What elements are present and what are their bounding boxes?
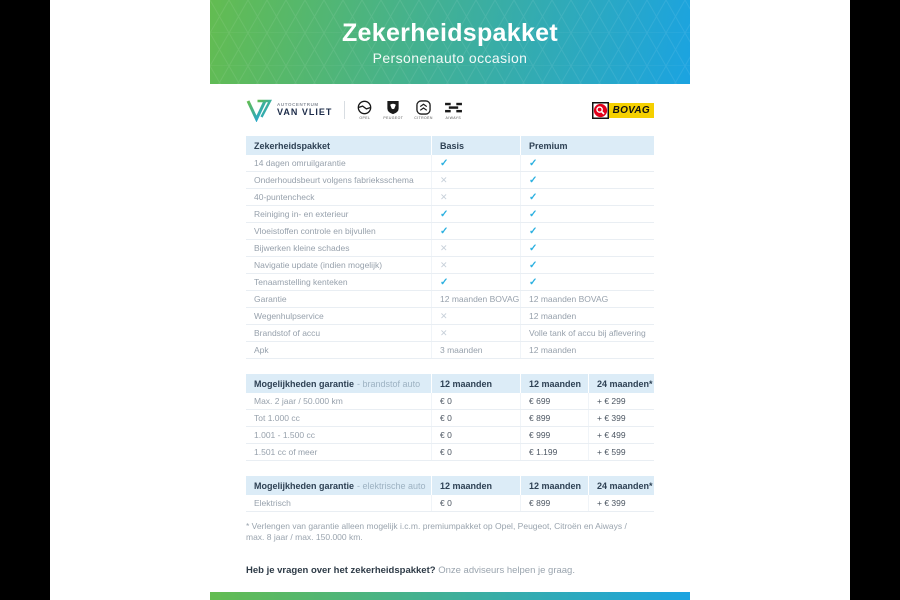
feature-premium-value: [520, 257, 654, 273]
feature-basis-value: [431, 325, 520, 341]
cross-icon: ✕: [440, 191, 448, 202]
price-value-2: + € 299: [588, 393, 654, 409]
table-row: [246, 240, 654, 257]
feature-label: Navigatie update (indien mogelijk): [254, 260, 383, 270]
feature-premium-value: 12 maanden: [520, 342, 654, 358]
check-icon: ✓: [529, 174, 538, 186]
feature-basis-value: [431, 172, 520, 188]
price-value-0: € 0: [431, 444, 520, 460]
check-icon: ✓: [529, 259, 538, 271]
table-row: [246, 274, 654, 291]
feature-label: Brandstof of accu: [254, 328, 321, 338]
price-header-title-light: - brandstof auto: [357, 378, 421, 389]
feature-premium-value: 12 maanden: [520, 308, 654, 324]
price-header-col-2: 24 maanden*: [588, 476, 654, 495]
price-value-1: € 999: [520, 427, 588, 443]
price-value-2: + € 599: [588, 444, 654, 460]
feature-label: Garantie: [254, 294, 287, 304]
feature-header-premium: Premium: [520, 136, 654, 155]
brand-logos: [357, 100, 462, 120]
price-table-fuel: [246, 374, 654, 461]
feature-premium-value: [520, 155, 654, 171]
price-header-title-bold: Mogelijkheden garantie: [254, 378, 355, 389]
price-row-label: Elektrisch: [254, 498, 291, 508]
price-value-1: € 899: [520, 495, 588, 511]
feature-basis-value: [431, 189, 520, 205]
footnote: * Verlengen van garantie alleen mogelijk i.c.m. premiumpakket op Opel, Peugeot, Citroën en Aiways / max. 8 jaar / max. 150.000 km.: [246, 521, 627, 542]
feature-premium-value: [520, 206, 654, 222]
peugeot-logo: [383, 100, 403, 120]
logo-row: [246, 95, 654, 125]
table-row: [246, 410, 654, 427]
feature-premium-value: [520, 172, 654, 188]
check-icon: ✓: [440, 208, 449, 220]
cross-icon: ✕: [440, 310, 448, 321]
table-row: [246, 342, 654, 359]
peugeot-label: PEUGEOT: [383, 116, 404, 120]
header-banner: [210, 0, 690, 84]
closing-question: [246, 565, 654, 576]
viewer-left-bar: [0, 0, 50, 600]
viewer-right-bar: [850, 0, 900, 600]
price-row-label: 1.001 - 1.500 cc: [254, 430, 315, 440]
peugeot-icon: [386, 100, 400, 115]
cross-icon: ✕: [440, 242, 448, 253]
opel-label: OPEL: [359, 116, 371, 120]
feature-label: Vloeistoffen controle en bijvullen: [254, 226, 376, 236]
feature-basis-value: [431, 206, 520, 222]
table-row: [246, 495, 654, 512]
opel-logo: [357, 100, 372, 120]
check-icon: ✓: [529, 191, 538, 203]
citroen-icon: [416, 100, 431, 115]
feature-premium-value: 12 maanden BOVAG: [520, 291, 654, 307]
check-icon: ✓: [529, 157, 538, 169]
feature-premium-value: [520, 240, 654, 256]
price-value-2: + € 399: [588, 410, 654, 426]
page-title: Zekerheidspakket: [341, 18, 559, 47]
feature-label: 14 dagen omruilgarantie: [254, 158, 346, 168]
logo-divider: [344, 101, 345, 119]
price-header-col-2: 24 maanden*: [588, 374, 654, 393]
feature-label: Reiniging in- en exterieur: [254, 209, 349, 219]
feature-label: Wegenhulpservice: [254, 311, 324, 321]
table-row: [246, 444, 654, 461]
cross-icon: ✕: [440, 259, 448, 270]
dealer-name-top: AUTOCENTRUM: [277, 101, 319, 107]
price-header-col-1: 12 maanden: [520, 476, 588, 495]
table-row: [246, 189, 654, 206]
table-row: [246, 172, 654, 189]
table-row: [246, 223, 654, 240]
price-header-col-0: 12 maanden: [431, 476, 520, 495]
table-row: [246, 427, 654, 444]
check-icon: ✓: [440, 225, 449, 237]
price-row-label: Tot 1.000 cc: [254, 413, 300, 423]
table-spacer: [246, 461, 654, 476]
feature-basis-value: [431, 223, 520, 239]
price-header-title: [246, 476, 431, 495]
document-page: [50, 0, 850, 600]
feature-premium-value: [520, 223, 654, 239]
table-row: [246, 206, 654, 223]
table-row: [246, 291, 654, 308]
feature-header-basis: Basis: [431, 136, 520, 155]
feature-label: Bijwerken kleine schades: [254, 243, 350, 253]
closing-question-light: Onze adviseurs helpen je graag.: [438, 565, 575, 576]
cross-icon: ✕: [440, 327, 448, 338]
feature-basis-value: 3 maanden: [431, 342, 520, 358]
table-spacer: [246, 359, 654, 374]
page-subtitle: Personenauto occasion: [372, 49, 528, 66]
price-table-electric: [246, 476, 654, 512]
price-value-0: € 0: [431, 393, 520, 409]
bovag-label: BOVAG: [609, 103, 654, 118]
feature-table: [246, 136, 654, 359]
price-header-col-1: 12 maanden: [520, 374, 588, 393]
price-value-0: € 0: [431, 427, 520, 443]
vanvliet-v-icon: [246, 98, 272, 122]
dealer-logo: [246, 98, 332, 122]
check-icon: ✓: [529, 242, 538, 254]
price-header-title-light: - elektrische auto: [357, 480, 426, 491]
citroen-label: CITROËN: [414, 116, 433, 120]
price-header-title: [246, 374, 431, 393]
feature-header-label: Zekerheidspakket: [254, 140, 331, 151]
feature-label: Onderhoudsbeurt volgens fabrieksschema: [254, 175, 414, 185]
dealer-name-bottom: VAN VLIET: [277, 106, 333, 117]
aiways-icon: [444, 100, 463, 115]
table-header-row: [246, 136, 654, 155]
price-value-0: € 0: [431, 410, 520, 426]
feature-basis-value: [431, 155, 520, 171]
price-value-1: € 899: [520, 410, 588, 426]
price-header-col-0: 12 maanden: [431, 374, 520, 393]
price-row-label: 1.501 cc of meer: [254, 447, 318, 457]
check-icon: ✓: [440, 276, 449, 288]
feature-basis-value: 12 maanden BOVAG: [431, 291, 520, 307]
feature-basis-value: [431, 274, 520, 290]
check-icon: ✓: [529, 208, 538, 220]
table-row: [246, 393, 654, 410]
price-header-title-bold: Mogelijkheden garantie: [254, 480, 355, 491]
price-value-1: € 699: [520, 393, 588, 409]
table-row: [246, 155, 654, 172]
feature-label: Apk: [254, 345, 269, 355]
price-row-label: Max. 2 jaar / 50.000 km: [254, 396, 343, 406]
feature-basis-value: [431, 308, 520, 324]
aiways-label: AIWAYS: [445, 116, 462, 120]
feature-basis-value: [431, 240, 520, 256]
feature-premium-value: [520, 274, 654, 290]
aiways-logo: [444, 100, 463, 120]
feature-label: 40-puntencheck: [254, 192, 315, 202]
table-header-row: [246, 374, 654, 393]
table-row: [246, 308, 654, 325]
cross-icon: ✕: [440, 174, 448, 185]
bovag-logo: [592, 102, 654, 119]
check-icon: ✓: [529, 276, 538, 288]
citroen-logo: [414, 100, 433, 120]
price-value-2: + € 499: [588, 427, 654, 443]
table-row: [246, 257, 654, 274]
opel-icon: [357, 100, 372, 115]
price-value-1: € 1.199: [520, 444, 588, 460]
bovag-icon: [592, 102, 609, 119]
closing-question-bold: Heb je vragen over het zekerheidspakket?: [246, 565, 436, 576]
table-row: [246, 325, 654, 342]
price-value-0: € 0: [431, 495, 520, 511]
feature-premium-value: Volle tank of accu bij aflevering: [520, 325, 654, 341]
footer-gradient-bar: [210, 592, 690, 600]
check-icon: ✓: [529, 225, 538, 237]
check-icon: ✓: [440, 157, 449, 169]
price-value-2: + € 399: [588, 495, 654, 511]
table-header-row: [246, 476, 654, 495]
feature-basis-value: [431, 257, 520, 273]
feature-premium-value: [520, 189, 654, 205]
feature-label: Tenaamstelling kenteken: [254, 277, 348, 287]
